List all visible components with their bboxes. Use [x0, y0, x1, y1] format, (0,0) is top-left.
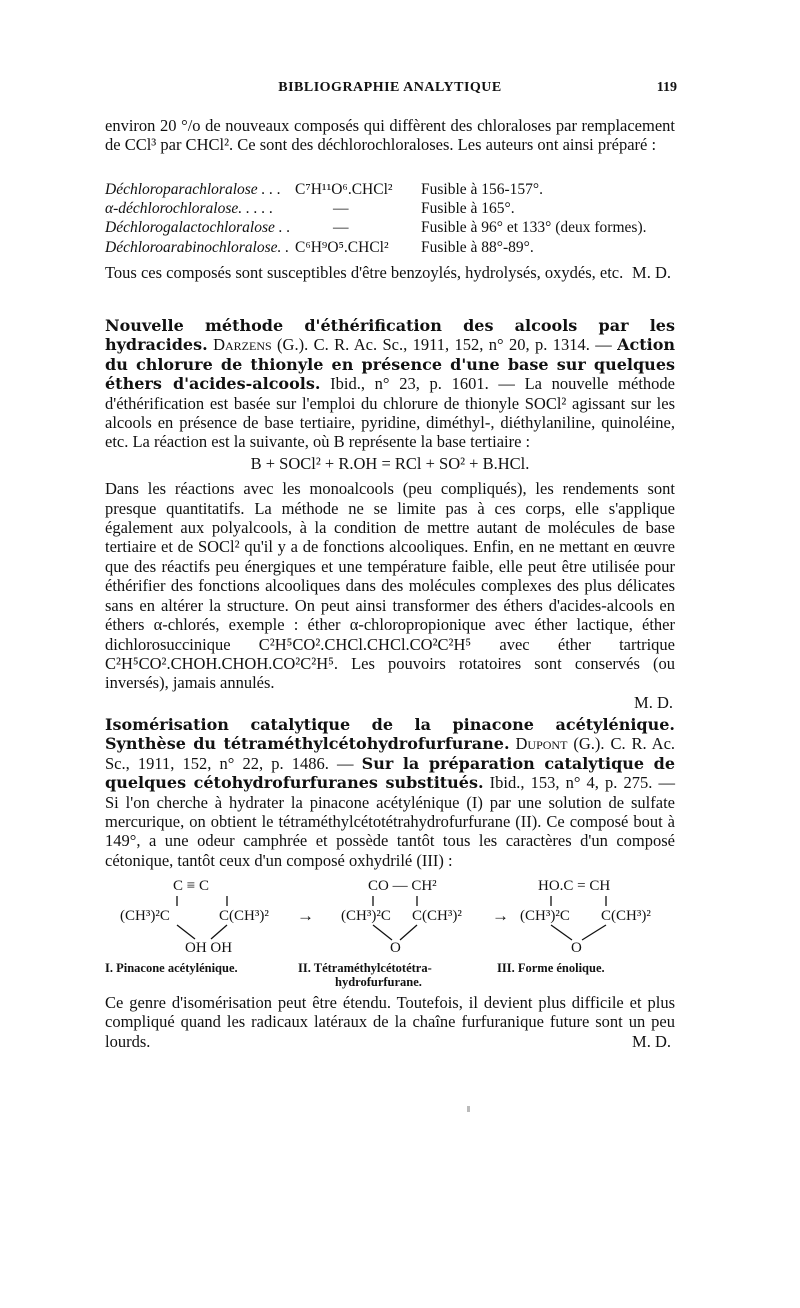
scheme-text: C ≡ C [173, 878, 209, 894]
intro-section [105, 116, 675, 155]
table-row [105, 199, 680, 218]
scheme-text: HO.C = CH [538, 878, 611, 894]
article-title: Nouvelle méthode d'éthérification des alcools par les hydracides. [105, 316, 675, 355]
compound-formula: — [333, 200, 349, 218]
scheme-text: C(CH³)² [601, 908, 651, 924]
structure-III [520, 878, 651, 956]
article-body: — Si l'on cherche à hydrater la pinacone acétylénique (I) par une solution de sulfate mercurique, on obtient le tétraméthylcétotétrahydrofurfurane (II). Ce composé bout à 149°, a une odeur camphrée et possède tantôt tous les caractères d'un composé cétonique, tantôt ceux d'un composé oxhydrilé (III) : [105, 773, 675, 870]
scheme-text: C(CH³)² [412, 908, 462, 924]
structure-I [120, 878, 269, 956]
scheme-label: III. Forme énolique. [497, 961, 605, 975]
structure-II [341, 878, 462, 956]
scheme-label: I. Pinacone acétylénique. [105, 961, 238, 975]
compound-property: Fusible à 96° et 133° (deux formes). [421, 219, 647, 237]
conclusion-paragraph [105, 993, 675, 1051]
scheme-label: hydrofurfurane. [335, 975, 422, 989]
article-subtitle: Action du chlorure de thionyle en présence d'une base sur quelques éthers d'acides-alcools. [105, 335, 676, 394]
conclusion-text: Ce genre d'isomérisation peut être étendu. Toutefois, il devient plus difficile et plus compliqué quand les radicaux latéraux de la chaîne furfuranique future sont un peu lourds. [105, 993, 675, 1051]
print-mark [467, 1106, 470, 1112]
table-row [105, 180, 680, 199]
page-header [105, 80, 675, 102]
signature: M. D. [634, 692, 673, 712]
article-author: Dupont (G.). [515, 734, 605, 754]
table-row [105, 218, 680, 237]
article-reference: C. R. Ac. Sc., 1911, 152, n° 20, p. 1314. — [313, 335, 612, 355]
compounds-table [105, 180, 680, 257]
scheme-text: (CH³)²C [341, 908, 391, 924]
scheme-text: OH OH [185, 940, 233, 956]
after-table-text: Tous ces composés sont susceptibles d'être benzoylés, hydrolysés, oxydés, etc. [105, 263, 624, 282]
after-table-paragraph [105, 263, 675, 282]
conclusion-section [105, 993, 675, 1051]
scheme-text: (CH³)²C [120, 908, 170, 924]
scheme-label: II. Tétraméthylcétotétra- [298, 961, 432, 975]
compound-formula: C⁶H⁹O⁵.CHCl² [295, 238, 389, 256]
scheme-text: C(CH³)² [219, 908, 269, 924]
reaction-scheme [105, 876, 680, 991]
compound-property: Fusible à 165°. [421, 200, 515, 218]
compound-property: Fusible à 156-157°. [421, 181, 544, 198]
running-title: BIBLIOGRAPHIE ANALYTIQUE [278, 80, 502, 95]
compound-name: Déchlorogalactochloralose . . [105, 219, 291, 237]
compound-formula: — [333, 219, 349, 237]
article-body: Dans les réactions avec les monoalcools (peu compliqués), les rendements sont presque quantitatifs. La méthode ne se limite pas à ces corps, elle s'applique également aux polyalcools, à la condition de mettre autant de molécules de base tertiaire et de SOCl² qu'il y a de fonctions alcooliques. Enfin, en ne mettant en œuvre que des réactifs peu énergiques et une température faible, elle peut être utilisée pour éthérifier des fonctions alcooliques dans des molécules complexes des plus délicates sans en altérer la structure. On peut ainsi transformer des éthers d'acides-alcools en éthers α-chlorés, exemple : éther α-chloropropionique avec éther lactique, éther dichlorosuccinique C²H⁵CO².CHCl.CHCl.CO²C²H⁵ avec éther tartrique C²H⁵CO².CHOH.CHOH.CO²C²H⁵. Les pouvoirs rotatoires sont conservés (ou inversés), jamais annulés. [105, 479, 675, 693]
signature: M. D. [632, 263, 671, 282]
article-paragraph [105, 715, 675, 870]
table-row [105, 238, 680, 257]
arrow-icon: → [297, 906, 314, 925]
article-subtitle: Sur la préparation catalytique de quelques cétohydrofurfuranes substitués. [105, 753, 676, 793]
compound-formula: C⁷H¹¹O⁶.CHCl² [295, 181, 393, 198]
scheme-text: O [571, 940, 582, 956]
article-author: Darzens (G.). [213, 335, 309, 355]
compound-name: Déchloroparachloralose . . . [105, 181, 281, 198]
article-reference: C. R. Ac. Sc., 1911, 152, n° 22, p. 1486. — [105, 734, 676, 773]
compound-property: Fusible à 88°-89°. [421, 238, 534, 256]
reaction-equation: B + SOCl² + R.OH = RCl + SO² + B.HCl. [250, 453, 530, 473]
page-number: 119 [656, 80, 677, 95]
article-isomerisation [105, 715, 675, 870]
intro-paragraph: environ 20 °/o de nouveaux composés qui diffèrent des chloraloses par remplacement de CCl³ par CHCl². Ce sont des déchlorochloraloses. Les auteurs ont ainsi préparé : [105, 116, 675, 155]
scheme-text: O [390, 940, 401, 956]
compound-name: α-déchlorochloralose. . . . . [105, 200, 274, 218]
article-title: Isomérisation catalytique de la pinacone acétylénique. Synthèse du tétraméthylcétohydrofurfurane. [105, 715, 675, 754]
after-table-section [105, 263, 675, 282]
article-reference-2: Ibid., 153, n° 4, p. 275. [489, 773, 653, 793]
article-reference-2: Ibid., n° 23, p. 1601. — La nouvelle méthode d'éthérification est basée sur l'emploi du chlorure de thionyle SOCl² agissant sur les alcools en présence de base tertiaire, pyridine, diméthyl-, diéthylaniline, quinoléine, etc. La réaction est la suivante, où B représente la base tertiaire : [105, 374, 676, 452]
scheme-text: CO — CH² [368, 878, 437, 894]
scheme-text: (CH³)²C [520, 908, 570, 924]
signature: M. D. [632, 1031, 671, 1051]
compound-name: Déchloroarabinochloralose. . [105, 238, 290, 256]
arrow-icon: → [492, 906, 509, 925]
article-paragraph [105, 316, 675, 452]
article-etherification [105, 316, 675, 712]
